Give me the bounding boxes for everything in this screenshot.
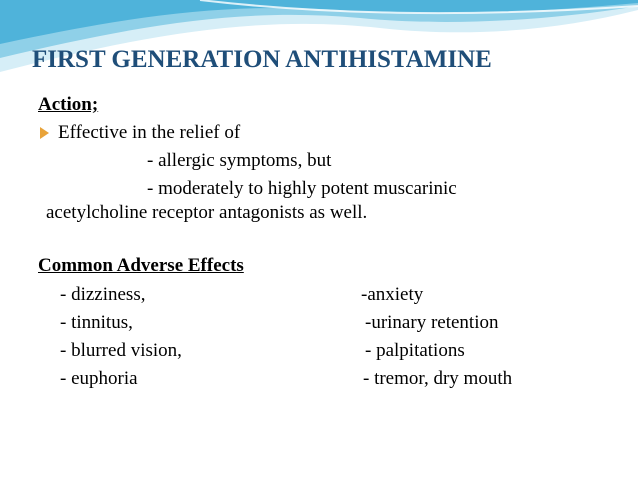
adverse-effect-item: - palpitations bbox=[365, 340, 465, 361]
action-sub-item: - moderately to highly potent muscarinic bbox=[147, 178, 457, 199]
arrow-bullet-icon bbox=[40, 127, 49, 139]
action-sub-item: - allergic symptoms, but bbox=[147, 150, 332, 171]
adverse-effect-item: -urinary retention bbox=[365, 312, 499, 333]
adverse-effect-item: -anxiety bbox=[361, 284, 424, 305]
action-heading: Action; bbox=[38, 94, 99, 115]
adverse-effect-item: - dizziness, bbox=[60, 284, 146, 305]
adverse-effect-item: - euphoria bbox=[60, 368, 138, 389]
action-continuation: acetylcholine receptor antagonists as well. bbox=[46, 202, 368, 223]
adverse-effect-item: - tinnitus, bbox=[60, 312, 133, 333]
adverse-effects-heading: Common Adverse Effects bbox=[38, 255, 244, 276]
action-bullet-text: Effective in the relief of bbox=[58, 122, 241, 143]
slide-title: FIRST GENERATION ANTIHISTAMINE bbox=[32, 46, 492, 73]
adverse-effect-item: - tremor, dry mouth bbox=[363, 368, 513, 389]
action-bullet bbox=[40, 122, 240, 144]
adverse-effect-item: - blurred vision, bbox=[60, 340, 182, 361]
